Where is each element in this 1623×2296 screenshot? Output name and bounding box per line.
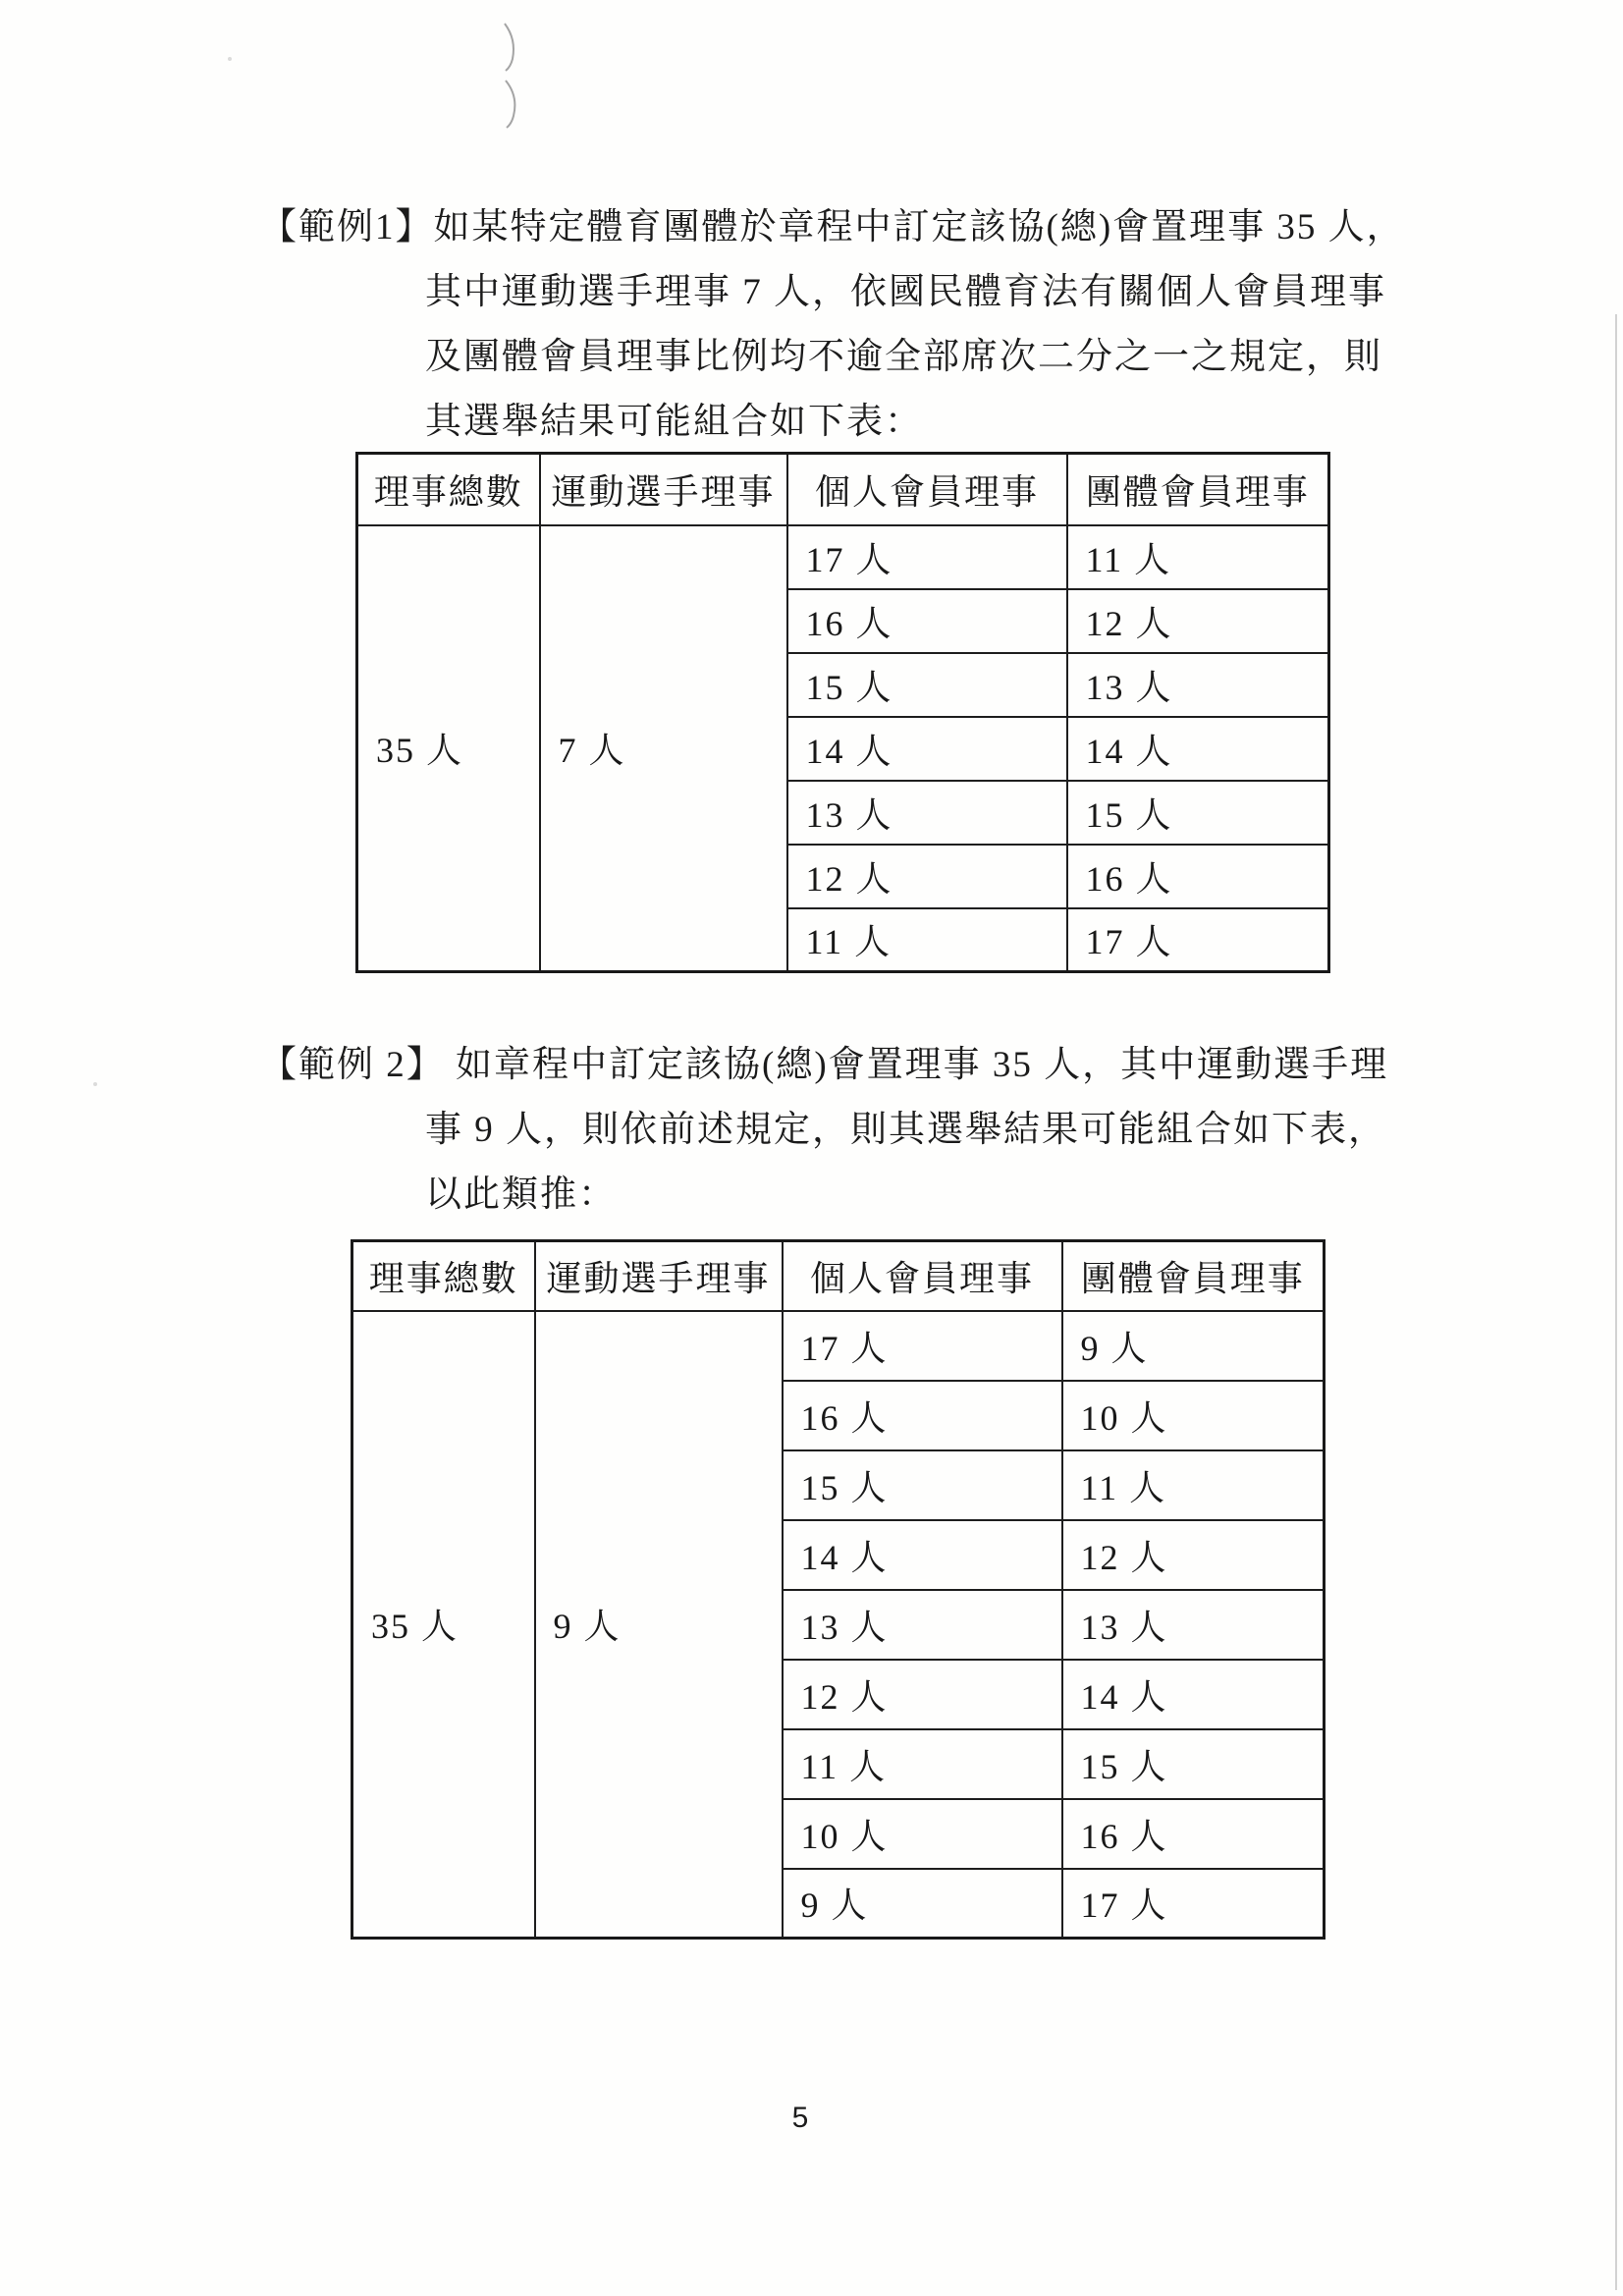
group-directors-cell: 13 人 [1067,653,1329,717]
example1-line-2: 其中運動選手理事 7 人，依國民體育法有關個人會員理事 [425,272,1386,312]
header-total-directors: 理事總數 [352,1241,535,1311]
individual-directors-cell: 14 人 [787,717,1067,781]
group-directors-cell: 12 人 [1067,589,1329,653]
group-directors-cell: 15 人 [1067,781,1329,845]
table-row [352,1311,1325,1381]
group-directors-cell: 11 人 [1062,1450,1325,1520]
header-group-member-directors: 團體會員理事 [1062,1241,1325,1311]
group-directors-cell: 9 人 [1062,1311,1325,1381]
individual-directors-cell: 16 人 [783,1381,1062,1450]
individual-directors-cell: 15 人 [783,1450,1062,1520]
group-directors-cell: 11 人 [1067,525,1329,589]
individual-directors-cell: 9 人 [783,1869,1062,1939]
scan-artifact-squiggle [491,16,530,134]
individual-directors-cell: 12 人 [783,1660,1062,1729]
group-directors-cell: 16 人 [1067,845,1329,908]
header-athlete-directors: 運動選手理事 [540,454,787,525]
scan-artifact-edge-line [1615,314,1617,2290]
individual-directors-cell: 11 人 [787,908,1067,972]
group-directors-cell: 17 人 [1062,1869,1325,1939]
table-row [357,525,1329,589]
example2-table [351,1239,1325,1940]
example2-header-row [352,1241,1325,1311]
example1-paragraph [260,195,1405,455]
header-group-member-directors: 團體會員理事 [1067,454,1329,525]
group-directors-cell: 13 人 [1062,1590,1325,1660]
individual-directors-cell: 17 人 [787,525,1067,589]
example2-paragraph [260,1033,1388,1228]
scan-artifact-dot [93,1082,97,1086]
group-directors-cell: 16 人 [1062,1799,1325,1869]
example1-line-3: 及團體會員理事比例均不逾全部席次二分之一之規定，則 [425,337,1382,377]
example1-table [355,452,1330,973]
total-directors-cell: 35 人 [357,525,540,972]
group-directors-cell: 15 人 [1062,1729,1325,1799]
individual-directors-cell: 16 人 [787,589,1067,653]
group-directors-cell: 17 人 [1067,908,1329,972]
group-directors-cell: 14 人 [1062,1660,1325,1729]
scan-artifact-dot [228,57,232,61]
athlete-directors-cell: 9 人 [535,1311,783,1939]
individual-directors-cell: 14 人 [783,1520,1062,1590]
header-individual-member-directors: 個人會員理事 [783,1241,1062,1311]
total-directors-cell: 35 人 [352,1311,535,1939]
individual-directors-cell: 13 人 [783,1590,1062,1660]
header-athlete-directors: 運動選手理事 [535,1241,783,1311]
example1-line-1: 【範例1】如某特定體育團體於章程中訂定該協(總)會置理事 35 人， [260,207,1405,247]
individual-directors-cell: 12 人 [787,845,1067,908]
individual-directors-cell: 17 人 [783,1311,1062,1381]
page-number: 5 [791,2102,809,2134]
group-directors-cell: 12 人 [1062,1520,1325,1590]
header-total-directors: 理事總數 [357,454,540,525]
example1-header-row [357,454,1329,525]
example2-line-2: 事 9 人，則依前述規定，則其選舉結果可能組合如下表， [425,1110,1386,1150]
example1-line-4: 其選舉結果可能組合如下表： [425,402,923,442]
example2-line-3: 以此類推： [425,1175,617,1215]
athlete-directors-cell: 7 人 [540,525,787,972]
group-directors-cell: 14 人 [1067,717,1329,781]
example2-line-1: 【範例 2】 如章程中訂定該協(總)會置理事 35 人，其中運動選手理 [260,1045,1389,1085]
group-directors-cell: 10 人 [1062,1381,1325,1450]
individual-directors-cell: 13 人 [787,781,1067,845]
individual-directors-cell: 15 人 [787,653,1067,717]
individual-directors-cell: 11 人 [783,1729,1062,1799]
individual-directors-cell: 10 人 [783,1799,1062,1869]
header-individual-member-directors: 個人會員理事 [787,454,1067,525]
